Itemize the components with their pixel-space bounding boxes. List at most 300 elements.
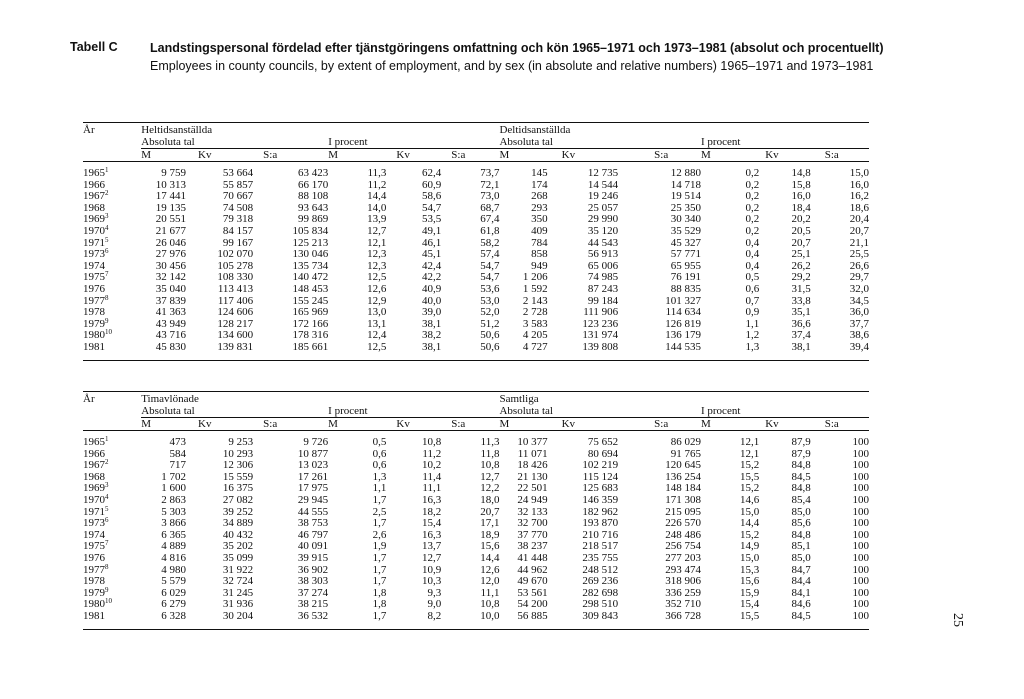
year-cell: 1976 [83,551,105,564]
pct-header: I procent [328,136,499,149]
table-cell: 38,1 [422,317,442,330]
table-cell: 1,2 [745,329,760,342]
header-row-subgroups [83,136,869,149]
table-cell: 12 735 [587,167,619,179]
table-cell: 3 866 [161,517,186,530]
table-cell: 9 253 [228,436,254,448]
col-header-kv: Kv [396,418,410,430]
table-cell: 86 029 [670,436,701,448]
table-cell: 35 529 [670,224,701,237]
table-cell: 52,0 [480,306,500,319]
table-cell: 14 718 [670,178,701,191]
table-cell: 584 [169,447,186,460]
table-cell: 4 205 [522,329,548,342]
table-cell: 16,2 [849,190,869,203]
col-header-kv: Kv [198,149,212,161]
year-header: År [83,393,95,405]
table-cell: 0,5 [745,271,760,284]
table-cell: 34,5 [849,294,869,307]
table-cell: 0,4 [745,248,760,261]
table-row [83,495,869,507]
col-header-kv: Kv [396,149,410,161]
table-cell: 235 755 [582,551,619,564]
year-cell: 1967$^2$ [83,189,109,203]
table-cell: 84,8 [791,482,811,495]
table-cell: 113 413 [217,282,254,295]
table-cell: 10,3 [422,575,442,588]
table-cell: 38 215 [297,598,329,611]
table-cell: 336 259 [665,586,701,599]
table-cell: 4 816 [161,551,186,564]
table-cell: 84,1 [791,586,811,599]
col-header-kv: Kv [561,149,576,161]
table-cell: 12,0 [480,575,500,588]
table-cell: 61,8 [480,224,500,237]
table-cell: 784 [531,236,548,249]
table-cell: 73,7 [480,167,500,179]
table-cell: 178 316 [292,329,329,342]
year-cell: 1971$^5$ [83,235,109,249]
table-cell: 14,0 [367,201,387,214]
abs-header: Absoluta tal [141,405,328,418]
caption-english: Employees in county councils, by extent of employment, and by sex (in absolute and relative numbers) 1965–1971 and 1973–1981 [150,59,874,73]
table-row [83,226,869,238]
footnote-marker: 8 [105,293,109,302]
table-cell: 11,4 [422,470,442,483]
table-cell: 6 279 [161,598,186,611]
table-cell: 5 579 [161,575,186,588]
table-cell: 100 [852,563,869,576]
table-cell: 139 808 [582,340,619,353]
table-cell: 256 754 [665,540,701,553]
table-cell: 19 135 [155,201,186,214]
year-cell: 1970$^4$ [83,492,109,506]
table-cell: 100 [852,551,869,564]
footnote-marker: 10 [105,597,112,606]
table-cell: 39 252 [222,505,254,518]
table-cell: 67,4 [480,213,500,226]
caption-text [150,40,950,75]
table-cell: 174 [531,178,548,191]
table-cell: 0,2 [745,224,760,237]
table-cell: 45,1 [422,248,442,261]
table-cell: 1,3 [745,340,760,353]
table-cell: 37 770 [517,528,548,541]
footnote-marker: 1 [105,435,109,443]
year-cell: 1965$^1$ [83,435,109,448]
table-cell: 5 303 [161,505,186,518]
table-cell: 54,7 [480,259,500,272]
table-cell: 37 839 [155,294,186,307]
table-row [83,518,869,530]
table-cell: 9 759 [161,167,186,179]
table-cell: 75 652 [587,436,619,448]
table-cell: 12,1 [367,236,387,249]
table-cell: 1,1 [745,317,760,330]
table-cell: 18,2 [422,505,442,518]
table-cell: 85,0 [791,505,811,518]
footnote-marker: 3 [105,481,109,490]
table-cell: 1,7 [372,493,387,506]
year-cell: 1974 [83,259,105,272]
pct-header: I procent [328,405,499,418]
table-cell: 15,6 [480,540,500,553]
table-cell: 27 976 [155,248,186,261]
table-cell: 8,2 [427,609,442,622]
table-cell: 25,5 [849,248,869,261]
table-cell: 0,2 [745,167,760,179]
table-cell: 10,9 [422,563,442,576]
table-cell: 20,7 [849,224,869,237]
table-cell: 293 [531,201,548,214]
table-cell: 218 517 [582,540,619,553]
table-cell: 15,0 [739,505,760,518]
table-cell: 125 683 [582,482,619,495]
table-cell: 350 [531,213,548,226]
footnote-marker: 4 [105,223,109,232]
table-cell: 100 [852,609,869,622]
table-cell: 88 835 [670,282,701,295]
table-cell: 100 [852,447,869,460]
table-cell: 409 [531,224,548,237]
table-cell: 15,0 [849,167,869,179]
table-cell: 0,7 [745,294,760,307]
table-cell: 15,5 [739,609,760,622]
table-cell: 65 006 [587,259,619,272]
table-cell: 30 456 [155,259,186,272]
table-cell: 0,2 [745,201,760,214]
table-cell: 226 570 [665,517,701,530]
table-cell: 43 949 [155,317,186,330]
table-cell: 10,8 [422,436,442,448]
col-header-kv: Kv [198,418,212,430]
table-row [83,437,869,449]
table-cell: 44 962 [517,563,548,576]
table-cell: 62,4 [422,167,442,179]
table-cell: 49,1 [422,224,442,237]
table-cell: 949 [531,259,548,272]
table-cell: 100 [852,575,869,588]
table-lower [83,391,869,630]
col-header-sa: S:a [263,149,278,161]
table-cell: 14,4 [480,551,500,564]
table-row [83,168,869,180]
table-cell: 91 765 [670,447,701,460]
table-cell: 13 023 [297,459,329,472]
table-cell: 53 664 [222,167,254,179]
table-row [83,611,869,623]
table-cell: 45 830 [155,340,186,353]
table-cell: 1,9 [372,540,387,553]
table-cell: 14,4 [739,517,760,530]
table-cell: 44 555 [297,505,329,518]
group-header-fulltime: Heltidsanställda [141,124,213,136]
year-cell: 1973$^6$ [83,516,109,530]
table-cell: 12,1 [739,447,760,460]
table-cell: 70 667 [222,190,254,203]
table-cell: 18,0 [480,493,500,506]
abs-header: Absoluta tal [499,136,701,149]
col-header-m: M [499,418,510,430]
year-cell: 1976 [83,282,105,295]
table-cell: 79 318 [222,213,254,226]
table-cell: 13,1 [367,317,387,330]
table-cell: 1 592 [522,282,548,295]
table-cell: 38,6 [849,329,869,342]
col-header-sa: S:a [654,418,669,430]
pct-header: I procent [701,136,869,149]
table-cell: 298 510 [582,598,619,611]
table-cell: 293 474 [665,563,701,576]
table-cell: 135 734 [292,259,329,272]
table-cell: 15,6 [739,575,760,588]
table-cell: 1 600 [161,482,186,495]
table-cell: 21 677 [155,224,186,237]
col-header-m: M [141,149,151,161]
year-cell: 1980$^{10}$ [83,597,112,611]
table-cell: 3 583 [522,317,548,330]
footnote-marker: 3 [105,212,109,221]
table-cell: 19 246 [587,190,619,203]
table-cell: 4 727 [522,340,548,353]
table-cell: 165 969 [292,306,329,319]
table-cell: 171 308 [665,493,701,506]
footnote-marker: 7 [105,539,109,548]
table-cell: 11,2 [422,447,442,460]
table-cell: 30 204 [222,609,254,622]
table-cell: 55 857 [222,178,254,191]
table-cell: 15,5 [739,470,760,483]
table-cell: 128 217 [217,317,254,330]
table-cell: 16,0 [791,190,811,203]
table-cell: 38,2 [422,329,442,342]
table-cell: 17,1 [480,517,500,530]
table-cell: 1,7 [372,551,387,564]
table-cell: 20,2 [791,213,811,226]
table-cell: 40,0 [422,294,442,307]
footnote-marker: 10 [105,328,112,337]
table-cell: 1,7 [372,563,387,576]
table-cell: 33,8 [791,294,811,307]
year-cell: 1978 [83,306,105,319]
table-cell: 155 245 [292,294,329,307]
table-cell: 99 167 [222,236,254,249]
col-header-sa: S:a [824,418,839,430]
year-cell: 1966 [83,447,105,460]
table-cell: 99 869 [297,213,329,226]
table-cell: 36,6 [791,317,811,330]
year-cell: 1965$^1$ [83,166,109,179]
table-cell: 100 [852,470,869,483]
col-header-sa: S:a [654,149,669,161]
table-cell: 366 728 [665,609,701,622]
footnote-marker: 4 [105,492,109,501]
table-cell: 14,9 [739,540,760,553]
year-cell: 1968 [83,470,105,483]
table-cell: 87,9 [791,436,811,448]
table-cell: 193 870 [582,517,619,530]
table-cell: 0,4 [745,236,760,249]
col-header-sa: S:a [451,418,466,430]
table-cell: 717 [169,459,186,472]
table-cell: 0,2 [745,213,760,226]
table-cell: 15,4 [422,517,442,530]
table-cell: 10,8 [480,459,500,472]
table-cell: 37,4 [791,329,811,342]
table-cell: 58,6 [422,190,442,203]
footnote-marker: 2 [105,458,109,467]
col-header-m: M [328,418,338,430]
table-cell: 84,7 [791,563,811,576]
table-cell: 38,1 [422,340,442,353]
table-cell: 20 551 [155,213,186,226]
table-row [83,342,869,354]
table-cell: 12,6 [480,563,500,576]
year-cell: 1981 [83,340,105,353]
group-header-hourly: Timavlönade [141,393,199,405]
table-cell: 17 975 [297,482,329,495]
table-cell: 9 726 [303,436,329,448]
table-cell: 85,4 [791,493,811,506]
table-cell: 12 880 [670,167,701,179]
table-cell: 36 902 [297,563,329,576]
table-cell: 53 561 [517,586,548,599]
table-cell: 43 716 [155,329,186,342]
year-cell: 1975$^7$ [83,270,109,284]
table-cell: 12,1 [739,436,760,448]
footnote-marker: 8 [105,562,109,571]
table-cell: 31 922 [222,563,254,576]
footnote-marker: 2 [105,189,109,198]
table-cell: 1 702 [161,470,186,483]
table-cell: 16,3 [422,528,442,541]
table-cell: 13,9 [367,213,387,226]
col-header-m: M [499,149,510,161]
table-cell: 12,7 [480,470,500,483]
table-cell: 15,8 [791,178,811,191]
table-cell: 16 375 [222,482,254,495]
table-cell: 11,3 [367,167,387,179]
table-cell: 2,6 [372,528,387,541]
table-cell: 35 120 [587,224,619,237]
table-cell: 84,5 [791,609,811,622]
table-cell: 72,1 [480,178,500,191]
table-cell: 29,2 [791,271,811,284]
table-cell: 0,6 [372,459,387,472]
table-cell: 26,2 [791,259,811,272]
table-cell: 11,1 [480,586,500,599]
table-cell: 4 889 [161,540,186,553]
table-cell: 15 559 [222,470,254,483]
col-header-sa: S:a [263,418,278,430]
table-cell: 38 303 [297,575,329,588]
table-cell: 140 472 [292,271,329,284]
table-cell: 84,4 [791,575,811,588]
table-cell: 248 512 [582,563,619,576]
col-header-m: M [328,149,338,161]
table-cell: 17 441 [155,190,186,203]
year-cell: 1971$^5$ [83,504,109,518]
table-cell: 80 694 [587,447,619,460]
table-cell: 148 453 [292,282,329,295]
table-cell: 66 170 [297,178,329,191]
table-cell: 100 [852,436,869,448]
table-cell: 18,9 [480,528,500,541]
table-upper-body [83,168,869,354]
group-header-all: Samtliga [499,393,539,405]
table-cell: 57,4 [480,248,500,261]
year-cell: 1969$^3$ [83,481,109,495]
table-cell: 35 040 [155,282,186,295]
table-cell: 20,7 [480,505,500,518]
table-cell: 1,8 [372,598,387,611]
table-cell: 93 643 [297,201,329,214]
table-cell: 38,1 [791,340,811,353]
table-cell: 20,7 [791,236,811,249]
col-header-kv: Kv [765,418,779,430]
table-cell: 18 426 [517,459,548,472]
table-cell: 11,3 [480,436,500,448]
footnote-marker: 9 [105,585,109,594]
year-cell: 1967$^2$ [83,458,109,472]
table-cell: 40,9 [422,282,442,295]
table-cell: 84,8 [791,528,811,541]
table-cell: 34 889 [222,517,254,530]
caption-swedish: Landstingspersonal fördelad efter tjänstgöringens omfattning och kön 1965–1971 och 1973–1981 (absolut och procentuellt) [150,41,884,55]
table-cell: 282 698 [582,586,619,599]
table-cell: 12,2 [480,482,500,495]
table-cell: 2 143 [522,294,548,307]
table-cell: 11,2 [367,178,387,191]
table-cell: 88 108 [297,190,329,203]
table-cell: 32 142 [155,271,186,284]
table-row [83,553,869,565]
table-cell: 35,1 [791,306,811,319]
table-cell: 102 219 [582,459,619,472]
table-cell: 58,2 [480,236,500,249]
table-cell: 2 728 [522,306,548,319]
table-cell: 105 834 [292,224,329,237]
table-cell: 1 206 [522,271,548,284]
table-cell: 36 532 [297,609,329,622]
header-row-groups [83,123,869,137]
footnote-marker: 7 [105,270,109,279]
table-cell: 15,2 [739,528,760,541]
table-cell: 6 029 [161,586,186,599]
table-cell: 26 046 [155,236,186,249]
group-header-parttime: Deltidsanställda [499,124,571,136]
table-cell: 74 985 [587,271,619,284]
year-cell: 1981 [83,609,105,622]
table-cell: 40 432 [222,528,254,541]
table-cell: 100 [852,482,869,495]
table-cell: 10,8 [480,598,500,611]
table-cell: 76 191 [670,271,701,284]
table-cell: 21,1 [849,236,869,249]
table-cell: 269 236 [582,575,619,588]
footnote-marker: 5 [105,235,109,244]
table-cell: 146 359 [582,493,619,506]
table-cell: 87 243 [587,282,619,295]
table-cell: 102 070 [217,248,254,261]
table-cell: 318 906 [665,575,701,588]
table-cell: 39,0 [422,306,442,319]
footnote-marker: 5 [105,504,109,513]
table-cell: 16,0 [849,178,869,191]
col-header-sa: S:a [451,149,466,161]
table-cell: 10,0 [480,609,500,622]
table-cell: 12,6 [367,282,387,295]
